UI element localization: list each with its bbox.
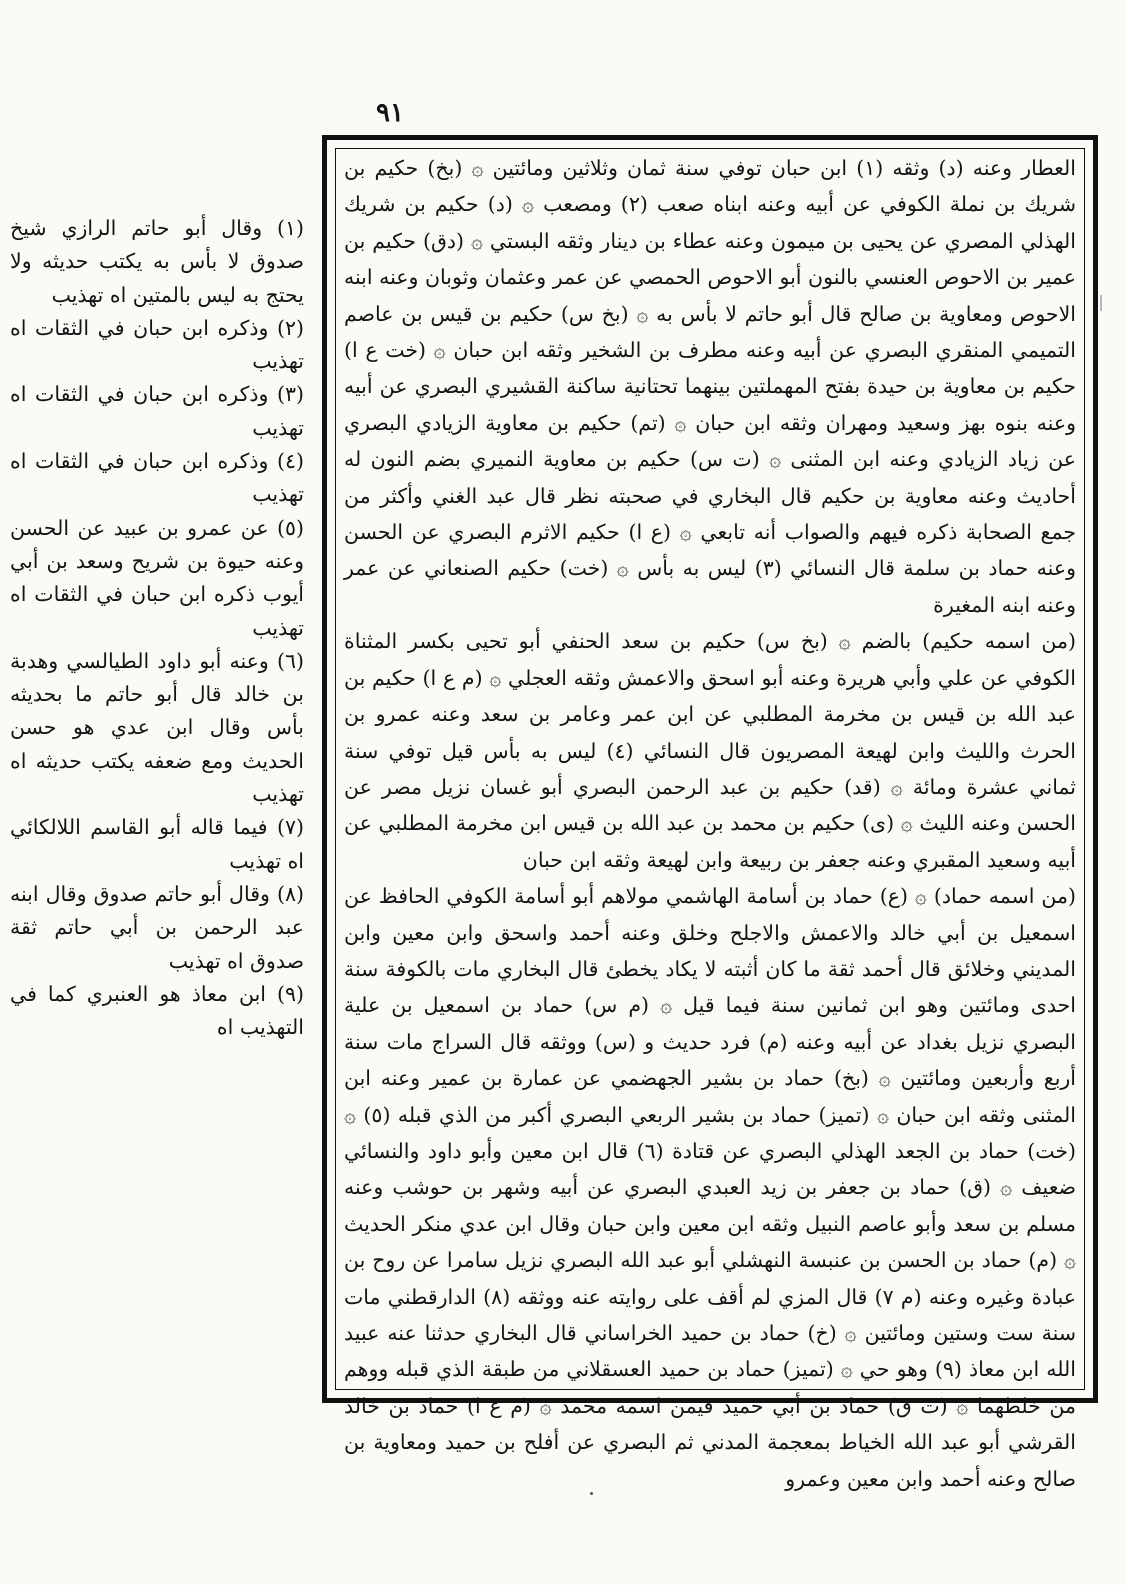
margin-footnotes <box>10 212 310 1252</box>
main-paragraph-2: (من اسمه حكيم) بالضم ۞ (بخ س) حكيم بن سعد الحنفي أبو تحيى بكسر المثناة الكوفي عن علي وأبي هريرة وعنه أبو اسحق والاعمش وثقه العجلي ۞ (م ع ا) حكيم بن عبد الله بن قيس بن مخرمة المطلبي عن ابن عمر وعامر بن سعد وعنه عمرو بن الحرث والليث وابن لهيعة المصريون قال النسائي (٤) ليس به بأس قيل توفي سنة ثماني عشرة ومائة ۞ (قد) حكيم بن عبد الرحمن البصري أبو غسان نزيل مصر عن الحسن وعنه الليث ۞ (ى) حكيم بن محمد بن عبد الله بن قيس ابن مخرمة المطلبي عن أبيه وسعيد المقبري وعنه جعفر بن ربيعة وابن لهيعة وثقه ابن حبان <box>344 629 1076 872</box>
main-paragraph-1: العطار وعنه (د) وثقه (١) ابن حبان توفي سنة ثمان وثلاثين ومائتين ۞ (بخ) حكيم بن شريك بن نملة الكوفي عن أبيه وعنه ابناه صعب (٢) ومصعب ۞ (د) حكيم بن شريك الهذلي المصري عن يحيى بن ميمون وعنه عطاء بن دينار وثقه البستي ۞ (دق) حكيم بن عمير بن الاحوص العنسي بالنون أبو الاحوص الحمصي عن عمر وعثمان وثوبان وعنه ابنه الاحوص ومعاوية بن صالح قال أبو حاتم لا بأس به ۞ (بخ س) حكيم بن قيس بن عاصم التميمي المنقري البصري عن أبيه وعنه مطرف بن الشخير وثقه ابن حبان ۞ (خت ع ا) حكيم بن معاوية بن حيدة بفتح المهملتين بينهما تحتانية ساكنة القشيري البصري عن أبيه وعنه بنوه بهز وسعيد ومهران وثقه ابن حبان ۞ (تم) حكيم بن معاوية الزيادي البصري عن زياد الزيادي وعنه ابن المثنى ۞ (ت س) حكيم بن معاوية النميري بضم النون له أحاديث وعنه معاوية بن حكيم قال البخاري في صحبته نظر قال عبد الغني وأكثر من جمع الصحابة ذكره فيهم والصواب أنه تابعي ۞ (ع ا) حكيم الاثرم البصري عن الحسن وعنه حماد بن سلمة قال النسائي (٣) ليس به بأس ۞ (خت) حكيم الصنعاني عن عمر وعنه ابنه المغيرة <box>344 156 1076 617</box>
footnote-2: (٢) وذكره ابن حبان في الثقات اه تهذيب <box>10 315 304 374</box>
main-text-block <box>330 150 1090 1491</box>
footnote-7: (٧) فيما قاله أبو القاسم اللالكائي اه تهذيب <box>10 815 304 873</box>
footnote-8: (٨) وقال أبو حاتم صدوق وقال ابنه عبد الرحمن بن أبي حاتم ثقة صدوق اه تهذيب <box>10 881 304 973</box>
footnote-6: (٦) وعنه أبو داود الطيالسي وهدبة بن خالد قال أبو حاتم ما بحديثه بأس وقال ابن عدي هو حسن الحديث ومع ضعفه يكتب حديثه اه تهذيب <box>10 648 304 807</box>
footnote-1: (١) وقال أبو حاتم الرازي شيخ صدوق لا بأس به يكتب حديثه ولا يحتج به ليس بالمتين اه تهذيب <box>10 216 304 307</box>
footnote-4: (٤) وذكره ابن حبان في الثقات اه تهذيب <box>10 449 304 507</box>
main-paragraph-3: (من اسمه حماد) ۞ (ع) حماد بن أسامة الهاشمي مولاهم أبو أسامة الكوفي الحافظ عن اسمعيل بن أبي خالد والاعمش والاجلح وخلق وعنه أحمد واسحق وابن معين وابن المديني وخلائق قال أحمد ثقة ما كان أثبته لا يكاد يخطئ قال البخاري مات بالكوفة سنة احدى ومائتين وهو ابن ثمانين سنة فيما قيل ۞ (م س) حماد بن اسمعيل بن علية البصري نزيل بغداد عن أبيه وعنه (م) فرد حديث و (س) ووثقه قال السراج مات سنة أربع وأربعين ومائتين ۞ (بخ) حماد بن بشير الجهضمي عن عمارة بن عمير وعنه ابن المثنى وثقه ابن حبان ۞ (تميز) حماد بن بشير الربعي البصري أكبر من الذي قبله (٥) ۞ (خت) حماد بن الجعد الهذلي البصري عن قتادة (٦) قال ابن معين وأبو داود والنسائي ضعيف ۞ (ق) حماد بن جعفر بن زيد العبدي البصري عن أبيه وشهر بن حوشب وعنه مسلم بن سعد وأبو عاصم النبيل وثقه ابن معين وابن حبان وقال ابن عدي منكر الحديث ۞ (م) حماد بن الحسن بن عنبسة النهشلي أبو عبد الله البصري نزيل سامرا عن روح بن عبادة وغيره وعنه (م ٧) قال المزي لم أقف على روايته عنه ووثقه (٨) الدارقطني مات سنة ست وستين ومائتين ۞ (خ) حماد بن حميد الخراساني قال البخاري حدثنا عنه عبيد الله ابن معاذ (٩) وهو حي ۞ (تميز) حماد بن حميد العسقلاني من طبقة الذي قبله ووهم من خلطهما ۞ (ت ق) حماد بن أبي حميد فيمن اسمه محمد ۞ (م ع ا) حماد بن خالد القرشي أبو عبد الله الخياط بمعجمة المدني ثم البصري عن أفلح بن حميد ومعاوية بن صالح وعنه أحمد وابن معين وعمرو <box>344 884 1076 1491</box>
page-number: ٩١ <box>376 98 404 128</box>
footnote-9: (٩) ابن معاذ هو العنبري كما في التهذيب اه <box>10 981 304 1040</box>
scan-mark <box>1100 295 1102 311</box>
footnote-5: (٥) عن عمرو بن عبيد عن الحسن وعنه حيوة بن شريح وسعد بن أبي أيوب ذكره ابن حبان في الثقات اه تهذيب <box>10 515 304 640</box>
scan-dot <box>590 1492 593 1495</box>
footnote-3: (٣) وذكره ابن حبان في الثقات اه تهذيب <box>10 382 304 440</box>
